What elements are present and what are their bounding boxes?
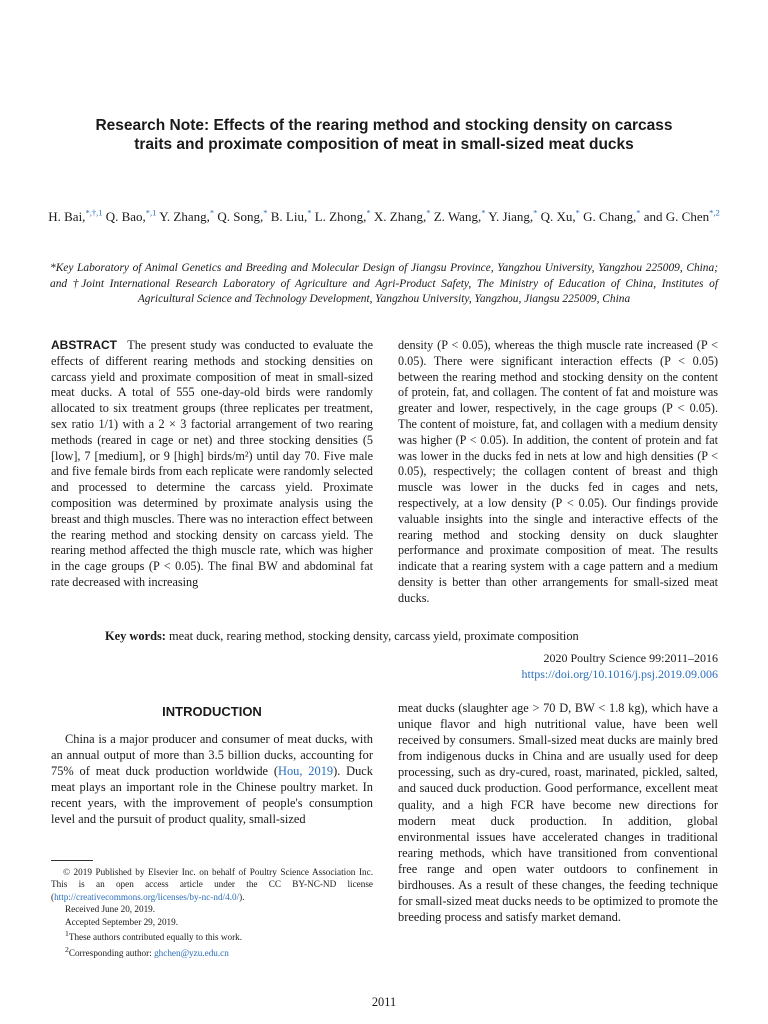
abstract-right-column: [398, 338, 718, 607]
license-text: © 2019 Published by Elsevier Inc. on behalf of Poultry Science Association Inc. This is an open access article under the CC BY-NC-ND license (: [51, 867, 373, 902]
author-name: Q. Xu,: [540, 209, 576, 224]
author-name: L. Zhong,: [314, 209, 367, 224]
author-name: Q. Bao,: [105, 209, 146, 224]
author-name: Z. Wang,: [433, 209, 482, 224]
author-affiliation-mark[interactable]: *: [636, 207, 641, 218]
author-affiliation-mark[interactable]: *: [263, 207, 268, 218]
abstract-left-column: [51, 338, 373, 591]
intro-text-part: China is a major producer and consumer of meat ducks, with an annual output of more than 3.5 billion ducks, accounting for 75% of meat duck production worldwide (: [51, 732, 373, 779]
author-affiliation-mark[interactable]: *: [533, 207, 538, 218]
footnote-2: [51, 944, 373, 959]
author-affiliation-mark[interactable]: *: [575, 207, 580, 218]
article-title: Research Note: Effects of the rearing method and stocking density on carcass traits and proximate composition of meat in small-sized meat ducks: [95, 117, 673, 153]
footnote-2-mark: 2: [65, 944, 69, 954]
author-name: B. Liu,: [270, 209, 308, 224]
keywords: [105, 628, 725, 644]
author-affiliation-mark[interactable]: *: [426, 207, 431, 218]
introduction-right-column: meat ducks (slaughter age > 70 D, BW < 1.8 kg), which have a unique flavor and high nutritional value, have been well received by consumers. Small-sized meat ducks are mainly bred from indigenous ducks in China and are usually used for deep processing, such as dry-cured, roast, marinated, pickled, salted, and sauced duck production. Good performance, excellent meat quality, and a high FCR have become new directions for modern meat duck production. In addition, global environmental issues have accelerated changes in traditional rearing methods, which have transitioned from conventional free range and open water outdoors to confinement in birdhouses. As a result of these changes, the feeding technique for small-sized meat ducks needs to be optimized to promote the breeding process and satisfy market demand.: [398, 701, 719, 925]
citation-block: [522, 650, 718, 682]
journal-citation: 2020 Poultry Science 99:2011–2016: [543, 651, 718, 665]
corresponding-email-link[interactable]: ghchen@yzu.edu.cn: [154, 947, 229, 958]
introduction-heading: INTRODUCTION: [162, 704, 262, 719]
author-name: Q. Song,: [217, 209, 264, 224]
introduction-left-column: [51, 731, 373, 828]
received-date: Received June 20, 2019.: [65, 904, 156, 915]
author-name: G. Chang,: [583, 209, 637, 224]
footnotes: [51, 866, 373, 959]
footnote-divider: [51, 860, 93, 861]
footnote-1: [51, 928, 373, 943]
author-name: and G. Chen: [643, 209, 710, 224]
author-affiliation-mark[interactable]: *: [366, 207, 371, 218]
author-name: H. Bai,: [48, 209, 86, 224]
footnote-1-text: These authors contributed equally to this work.: [68, 932, 243, 943]
author-affiliation-mark[interactable]: *: [209, 207, 215, 218]
author-affiliation-mark[interactable]: *,1: [145, 207, 157, 218]
keywords-text: meat duck, rearing method, stocking density, carcass yield, proximate composition: [169, 629, 579, 643]
page-number: 2011: [371, 995, 397, 1009]
footnote-1-mark: 1: [65, 929, 69, 939]
author-affiliation-mark[interactable]: *,2: [709, 207, 720, 218]
author-affiliation-mark[interactable]: *: [481, 207, 486, 218]
license-link[interactable]: http://creativecommons.org/licenses/by-nc-nd/4.0/: [54, 891, 240, 902]
footnote-2-label: Corresponding author:: [68, 947, 155, 958]
keywords-label: Key words:: [105, 629, 166, 643]
reference-link[interactable]: Hou, 2019: [278, 764, 334, 779]
license-note: [51, 866, 373, 903]
author-list: [40, 208, 728, 226]
abstract-text-left: The present study was conducted to evaluate the effects of different rearing methods and stocking densities on carcass yield and proximate composition of meat in small-sized meat ducks. A total of 555 one-day-old birds were randomly allocated to six treatment groups (three replicates per treatment, sex ratio 1/1) with a 2 × 3 factorial arrangement of two rearing methods (reared in cage or net) and three stocking densities (5 [low], 7 [medium], or 9 [high] birds/m²) until day 70. Five male and five female birds from each replicate were randomly selected and processed to determine the carcass yield. Proximate composition was determined by proximate analysis using the breast and thigh muscles. There was no interaction effect between the rearing method and stocking density on carcass yield. The rearing method affected the thigh muscle rate, which was higher in the cage groups (P < 0.05). The final BW and abdominal fat rate decreased with increasing: [51, 338, 374, 589]
abstract-text-right: density (P < 0.05), whereas the thigh muscle rate increased (P < 0.05). There were significant interaction effects (P < 0.05) between the rearing method and stocking density on the content of protein, fat, and collagen. The content of fat and moisture was greater and lower, respectively, in the cage groups (P < 0.05). The content of moisture, fat, and collagen with a medium density was higher (P < 0.05). In addition, the content of protein and fat was lower in the ducks fed in nets at low and high densities (P < 0.05), respectively; the collagen content of breast and thigh muscle was lower in the ducks fed in cages and nets, respectively, at a low density (P < 0.05). Our findings provide valuable insights into the single and interactive effects of the rearing method and stocking density on duck slaughter performance and proximate composition of meat. The results indicate that a rearing system with a cage pattern and a medium density is better than other arrangements for small-sized meat ducks.: [398, 338, 718, 605]
abstract-heading: ABSTRACT: [51, 338, 117, 352]
author-name: Y. Zhang,: [159, 209, 210, 224]
doi-link[interactable]: https://doi.org/10.1016/j.psj.2019.09.006: [521, 667, 718, 681]
author-affiliation-mark[interactable]: *,†,1: [85, 207, 103, 218]
author-name: Y. Jiang,: [488, 209, 534, 224]
author-name: X. Zhang,: [373, 209, 427, 224]
accepted-date: Accepted September 29, 2019.: [65, 916, 179, 927]
license-text: ).: [239, 891, 245, 902]
affiliations: *Key Laboratory of Animal Genetics and Breeding and Molecular Design of Jiangsu Province, Yangzhou University, Yangzhou 225009, China; and †Joint International Research Laboratory of Agriculture and Agri-Product Safety, The Ministry of Education of China, Institutes of Agricultural Science and Technology Development, Yangzhou University, Yangzhou, Jiangsu 225009, China: [50, 262, 718, 306]
intro-text-part: ). Duck meat plays an important role in the Chinese poultry market. In recent years, with the improvement of people's consumption level and the pursuit of product quality, small-sized: [51, 764, 373, 827]
author-affiliation-mark[interactable]: *: [307, 207, 312, 218]
